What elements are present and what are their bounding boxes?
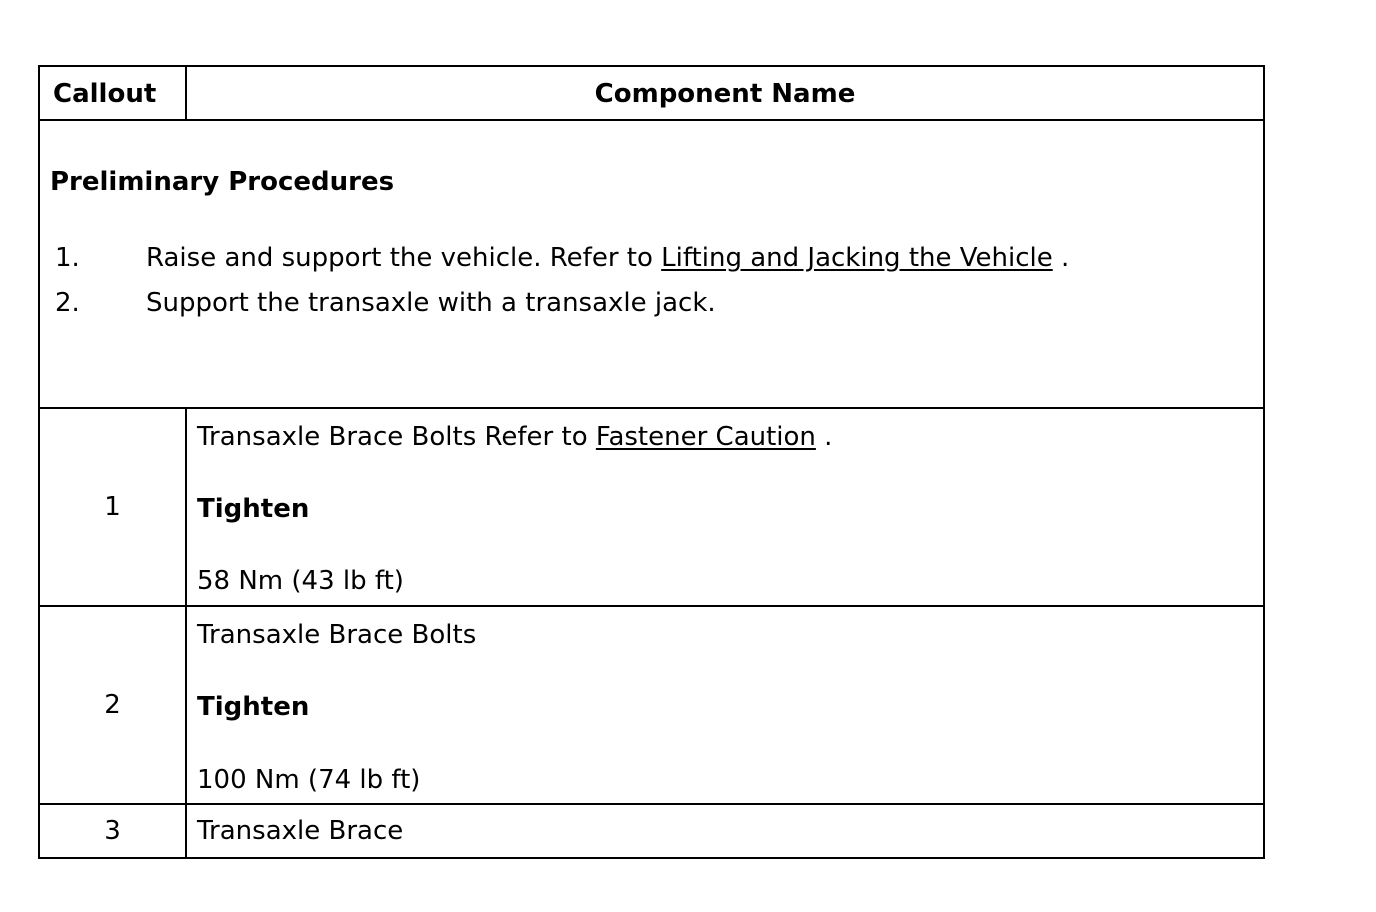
table-row (40, 607, 1263, 805)
table-header-row (40, 67, 1263, 121)
callout-column-header: Callout (40, 67, 187, 119)
step-text (146, 240, 1069, 276)
preliminary-procedures-section (40, 121, 1263, 409)
torque-spec: 58 Nm (43 lb ft) (197, 566, 404, 596)
step-text-after-link: . (1052, 243, 1070, 273)
step-number: 1. (55, 243, 80, 273)
torque-spec: 100 Nm (74 lb ft) (197, 765, 421, 795)
step-text: Support the transaxle with a transaxle jack. (146, 288, 716, 318)
callout-number: 3 (40, 805, 187, 857)
component-name: Transaxle Brace (197, 816, 404, 846)
step-number: 2. (55, 288, 80, 318)
component-table (38, 65, 1265, 859)
table-row (40, 409, 1263, 607)
callout-number: 1 (40, 409, 187, 605)
callout-number: 2 (40, 607, 187, 803)
component-name-text: Transaxle Brace Bolts Refer to (197, 422, 596, 452)
component-name-after-link: . (815, 422, 833, 452)
component-name: Transaxle Brace Bolts (197, 620, 477, 650)
component-name (197, 419, 832, 455)
tighten-label: Tighten (197, 692, 310, 722)
step-text-before-link: Raise and support the vehicle. Refer to (146, 243, 662, 273)
fastener-caution-link[interactable]: Fastener Caution (595, 422, 816, 452)
lifting-and-jacking-link[interactable]: Lifting and Jacking the Vehicle (661, 243, 1053, 273)
component-name-column-header: Component Name (594, 79, 856, 109)
table-row (40, 805, 1263, 857)
tighten-label: Tighten (197, 494, 310, 524)
preliminary-procedures-title: Preliminary Procedures (50, 167, 395, 197)
